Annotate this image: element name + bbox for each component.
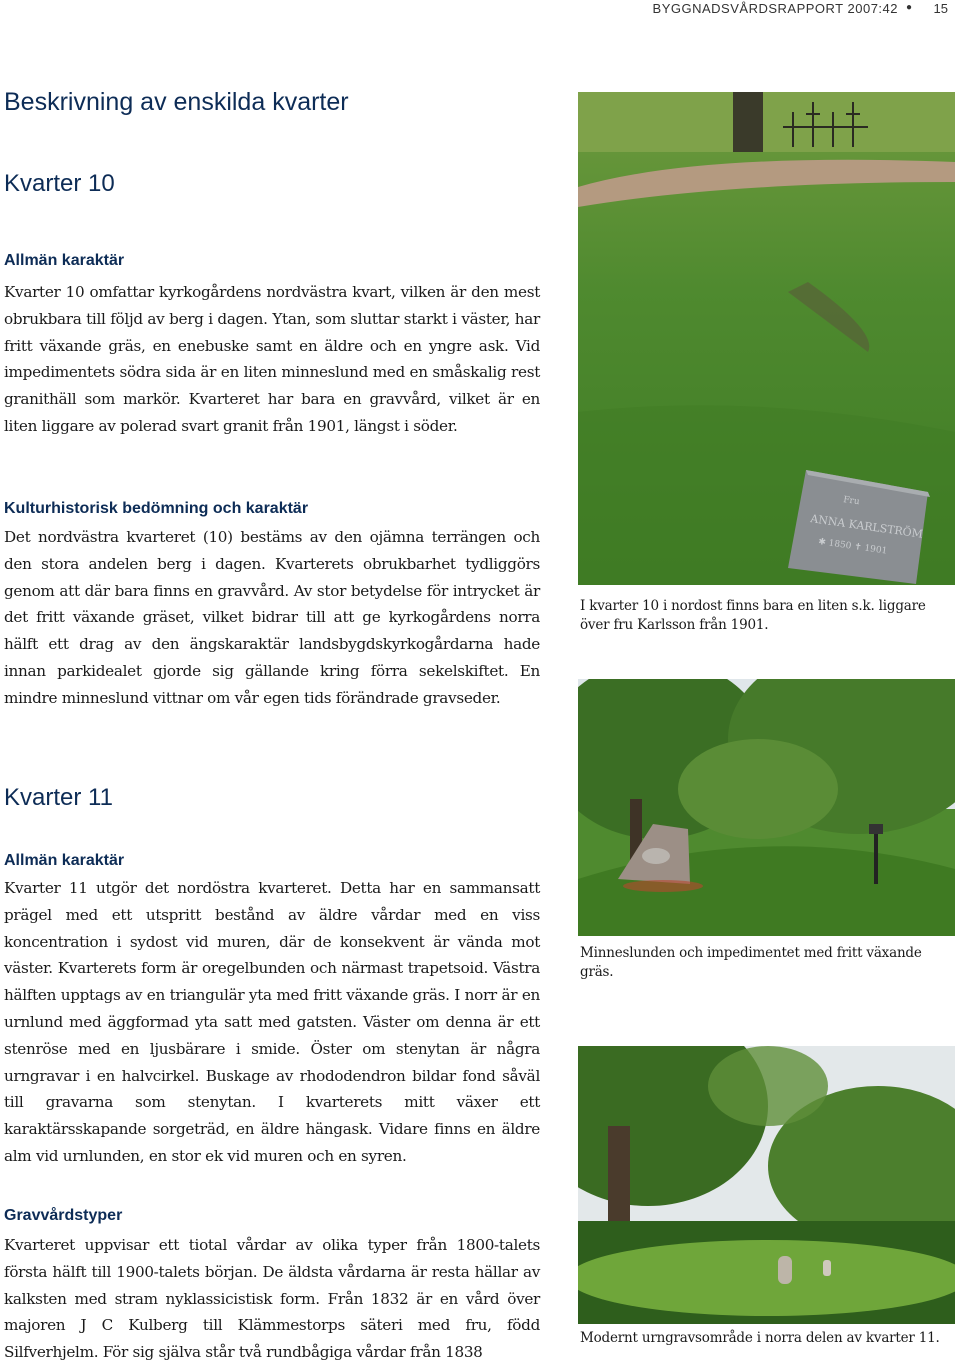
- kvarter11-general-text: Kvarter 11 utgör det nordöstra kvarteret. Detta har en sammansatt prägel med ett utspritt bestånd av äldre vårdar med en viss koncentration i sydost vid muren, där de konsekvent är vända mot väster. Kvarterets form är oregelbunden och närmast trapetsoid. Västra hälften upptags av en triangulär yta med fritt växande gräs. I norr är en urnlund med äggformad yta satt med gatsten. Väster om denna är ett stenröse med en ljusbärare i smide. Öster om stenytan är några urngravar i en halvcirkel. Buskage av rhododendron bildar fond såväl till gravarna som stenytan. I kvarterets mitt växer ett karaktärsskapande sorgeträd, en äldre hängask. Vidare finns en äldre alm vid urnlunden, en stor ek vid muren och en syren.: [4, 879, 540, 1165]
- kvarter10-general-heading: Allmän karaktär: [4, 252, 125, 269]
- kvarter11-title: Kvarter 11: [4, 784, 113, 811]
- section-title: Beskrivning av enskilda kvarter: [4, 88, 349, 116]
- kvarter10-cultural-text: Det nordvästra kvarteret (10) bestäms av den ojämna terrängen och den stora andelen berg i dagen. Kvarterets obrukbarhet tydliggörs genom att där bara finns en gravvård. Av stor betydelse för intrycket är det fritt växande gräset, vilket bidrar till att ge kyrkogårdens norra hälft ett drag av den ängskaraktär landsbygdskyrkogårdarna hade innan parkidealet gjorde sig gällande kring förra sekelskiftet. En mindre minneslund vittnar om vår egen tids förändrade gravseder.: [4, 528, 540, 707]
- stone-line2: ANNA KARLSTRÖM: [809, 512, 924, 541]
- caption-urn-area: Modernt urngravsområde i norra delen av kvarter 11.: [580, 1330, 940, 1346]
- separator-dot: ●: [905, 2, 912, 13]
- kvarter11-types-heading: Gravvårdstyper: [4, 1207, 123, 1224]
- photo-memorial-grove: [578, 679, 955, 936]
- kvarter10-general-text: Kvarter 10 omfattar kyrkogårdens nordvästra kvart, vilken är den mest obrukbara till följd av berg i dagen. Ytan, som sluttar starkt i väster, har fritt växande gräs, en enebuske samt en äldre och en yngre ask. Vid impedimentets södra sida är en liten minneslund med en småskalig rest granithäll som markör. Kvarteret har bara en gravvård, vilket är en liten liggare av polerad svart granit från 1901, längst i söder.: [4, 283, 540, 435]
- photo-urn-area: [578, 1046, 955, 1324]
- kvarter10-cultural-heading: Kulturhistorisk bedömning och karaktär: [4, 500, 309, 517]
- page-number: 15: [933, 1, 948, 16]
- kvarter11-general-heading: Allmän karaktär: [4, 852, 125, 869]
- running-title: BYGGNADSVÅRDSRAPPORT 2007:42: [652, 1, 898, 16]
- kvarter10-title: Kvarter 10: [4, 170, 115, 197]
- stone-line1: Fru: [842, 495, 861, 508]
- caption-memorial-grove: Minneslunden och impedimentet med fritt växande gräs.: [580, 945, 922, 980]
- caption-grave-slab: I kvarter 10 i nordost finns bara en liten s.k. liggare över fru Karlsson från 1901.: [580, 598, 926, 633]
- kvarter11-types-text: Kvarteret uppvisar ett tiotal vårdar av olika typer från 1800-talets första hälft till 1900-talets början. De äldsta vårdarna är resta hällar av kalksten med stram nyklassicistisk form. Från 1832 är en vård över majoren J C Kulberg till Klämmestorps säteri med fru, född Silfverhjelm. För sig själva står två rundbågiga vårdar från 1838: [4, 1236, 540, 1362]
- stone-line3: ✱ 1850 ✝ 1901: [817, 537, 888, 557]
- page-header: [560, 0, 960, 20]
- photo-grave-slab: [578, 92, 955, 585]
